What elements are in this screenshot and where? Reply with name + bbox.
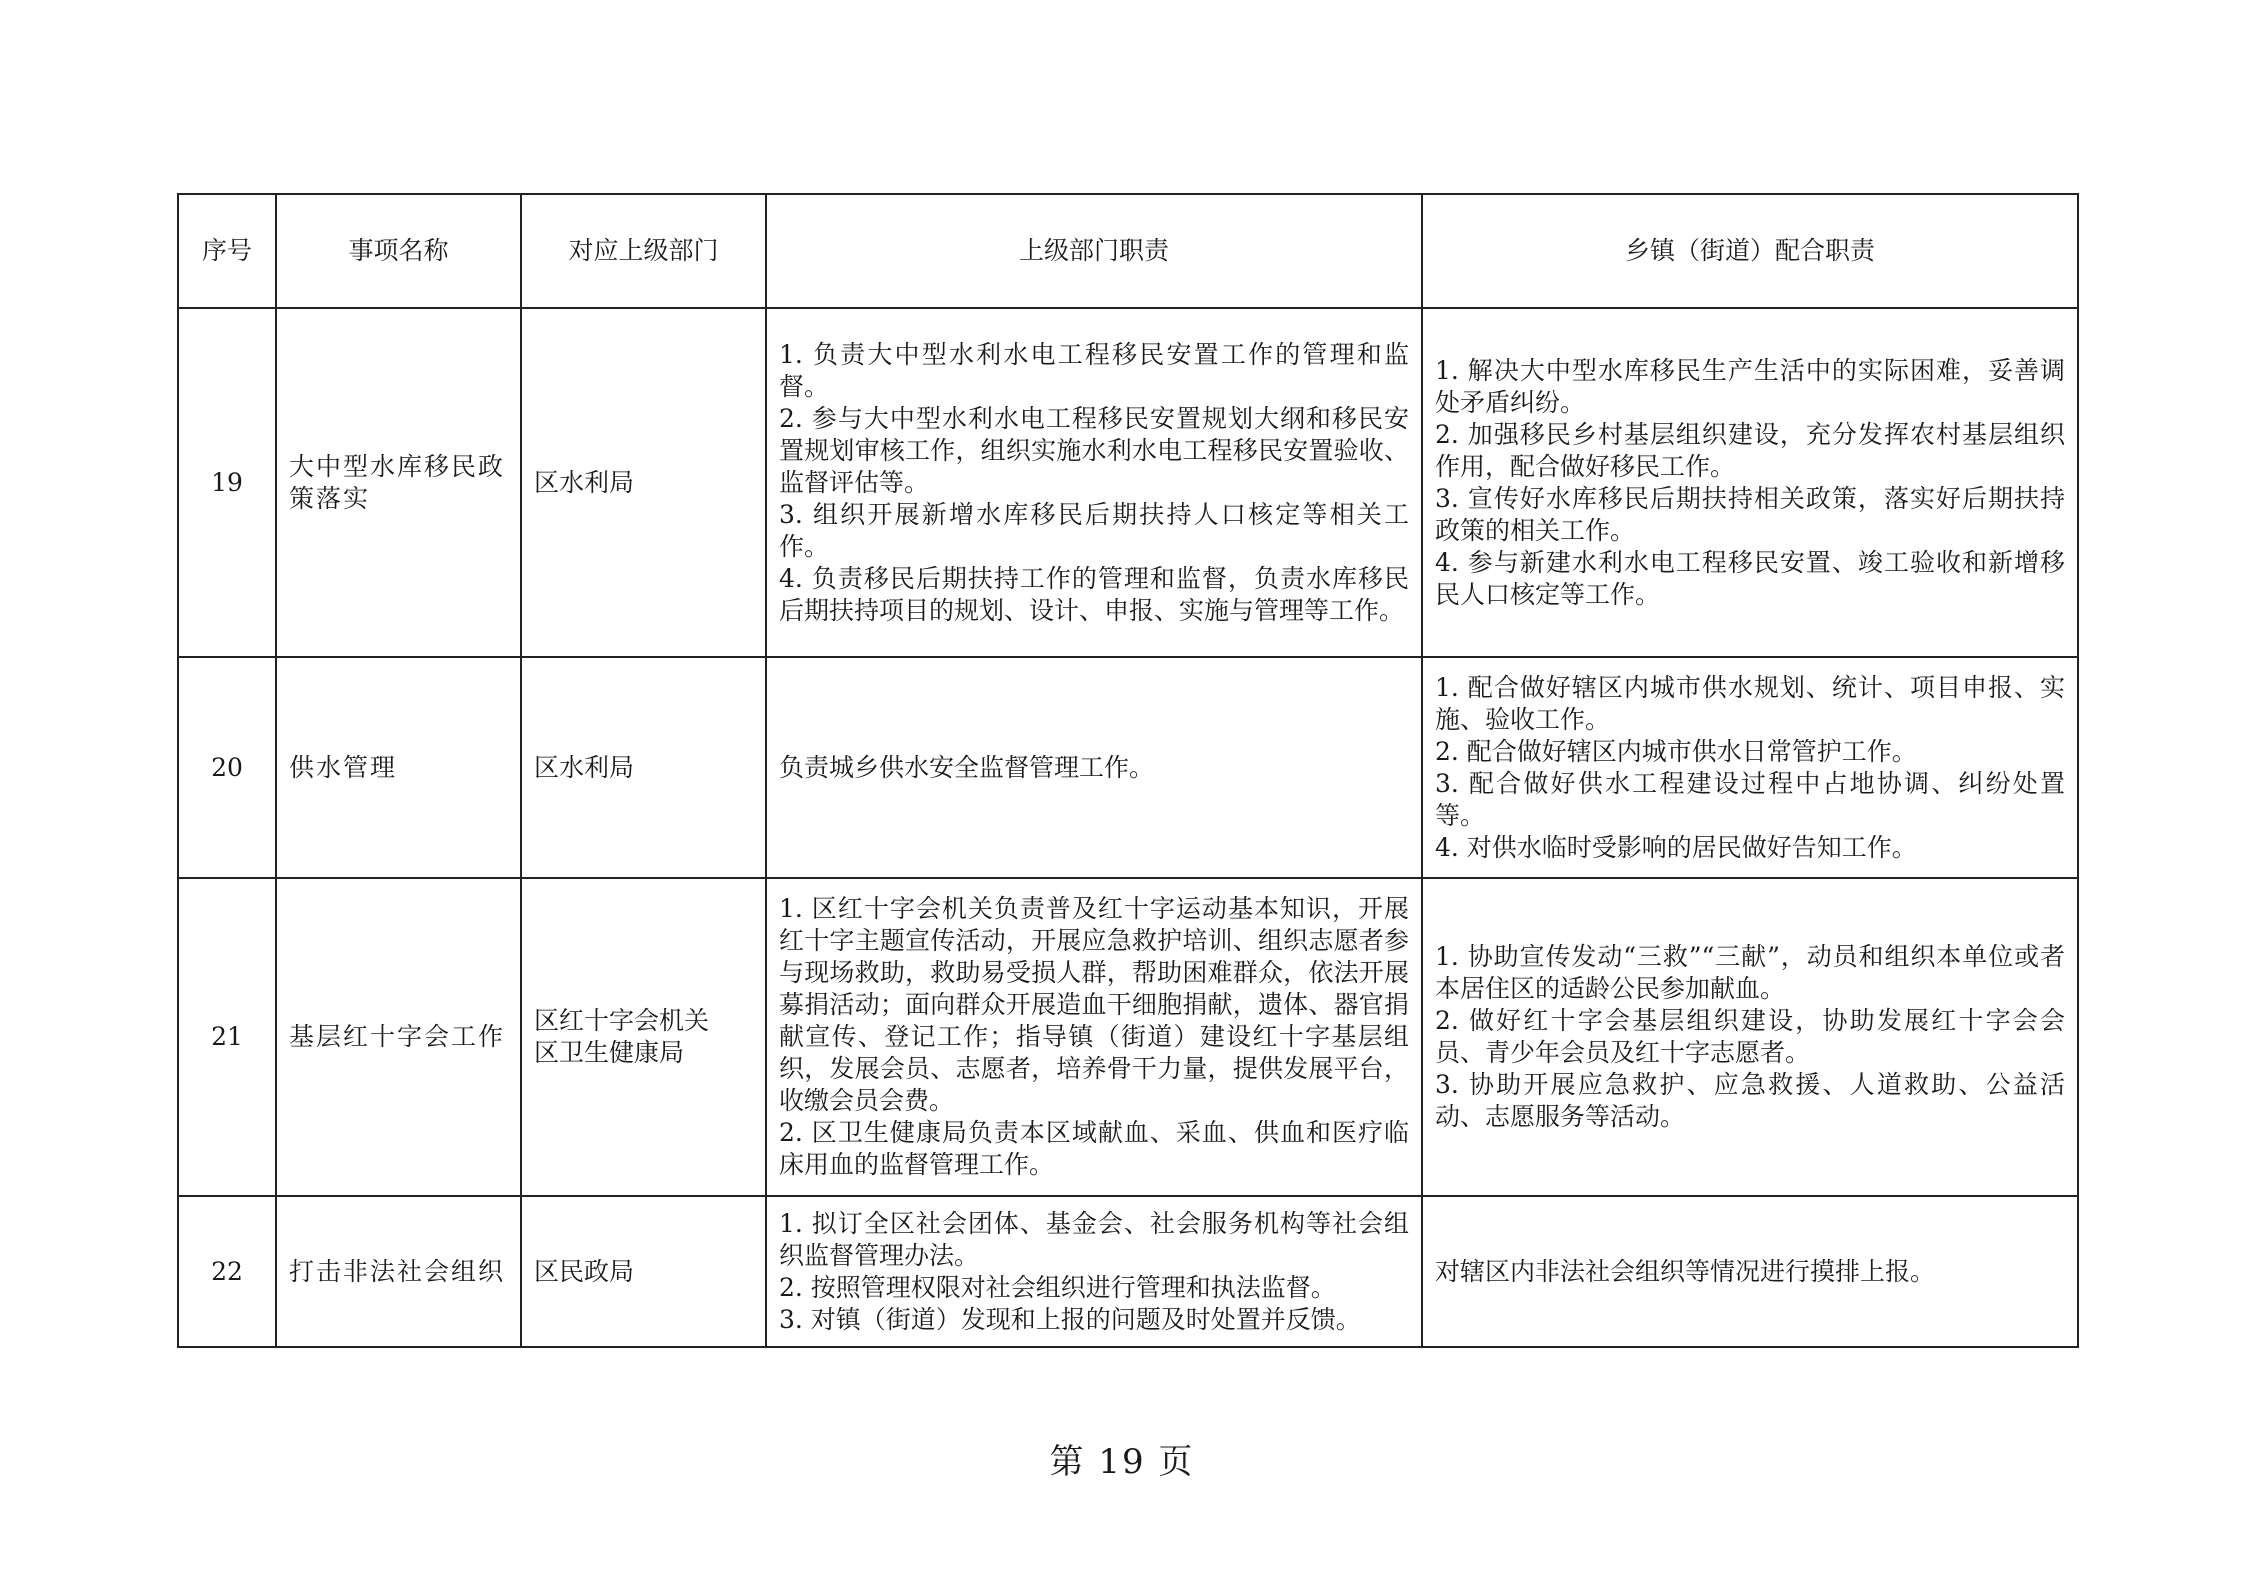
department-line: 区红十字会机关 bbox=[534, 1006, 710, 1035]
department-cell bbox=[521, 657, 766, 878]
town-duty-cell bbox=[1422, 878, 2078, 1196]
header-item-name: 事项名称 bbox=[276, 194, 521, 308]
header-town-duty: 乡镇（街道）配合职责 bbox=[1422, 194, 2078, 308]
row-number: 22 bbox=[178, 1196, 276, 1347]
page-number: 第 19 页 bbox=[1049, 1442, 1195, 1482]
table-row bbox=[178, 657, 2078, 878]
duty-line: 2. 加强移民乡村基层组织建设，充分发挥农村基层组织作用，配合做好移民工作。 bbox=[1435, 419, 2065, 481]
department-line: 区水利局 bbox=[534, 467, 635, 497]
department-cell bbox=[521, 1196, 766, 1347]
duty-line: 1. 负责大中型水利水电工程移民安置工作的管理和监督。 bbox=[779, 339, 1409, 401]
item-name: 打击非法社会组织 bbox=[276, 1196, 521, 1347]
header-row bbox=[178, 194, 2078, 308]
row-number: 19 bbox=[178, 308, 276, 657]
upper-duty-cell bbox=[766, 1196, 1422, 1347]
row-number: 21 bbox=[178, 878, 276, 1196]
duty-line: 3. 对镇（街道）发现和上报的问题及时处置并反馈。 bbox=[779, 1304, 1361, 1334]
duty-line: 1. 拟订全区社会团体、基金会、社会服务机构等社会组织监督管理办法。 bbox=[779, 1208, 1409, 1270]
duty-line: 3. 协助开展应急救护、应急救援、人道救助、公益活动、志愿服务等活动。 bbox=[1435, 1070, 2065, 1131]
duty-line: 4. 负责移民后期扶持工作的管理和监督，负责水库移民后期扶持项目的规划、设计、申报、实施与管理等工作。 bbox=[779, 563, 1409, 625]
department-cell bbox=[521, 308, 766, 657]
header-department: 对应上级部门 bbox=[521, 194, 766, 308]
upper-duty-cell bbox=[766, 878, 1422, 1196]
upper-duty-cell bbox=[766, 657, 1422, 878]
duty-line: 2. 区卫生健康局负责本区域献血、采血、供血和医疗临床用血的监督管理工作。 bbox=[779, 1118, 1409, 1179]
department-cell bbox=[521, 878, 766, 1196]
duty-line: 对辖区内非法社会组织等情况进行摸排上报。 bbox=[1435, 1256, 1936, 1286]
duty-line: 1. 配合做好辖区内城市供水规划、统计、项目申报、实施、验收工作。 bbox=[1435, 672, 2065, 734]
table-row bbox=[178, 1196, 2078, 1347]
row-number: 20 bbox=[178, 657, 276, 878]
duty-line: 3. 配合做好供水工程建设过程中占地协调、纠纷处置等。 bbox=[1435, 768, 2065, 830]
town-duty-cell bbox=[1422, 308, 2078, 657]
duty-line: 2. 参与大中型水利水电工程移民安置规划大纲和移民安置规划审核工作，组织实施水利水电工程移民安置验收、监督评估等。 bbox=[779, 403, 1409, 497]
duty-line: 2. 按照管理权限对社会组织进行管理和执法监督。 bbox=[779, 1272, 1336, 1302]
town-duty-cell bbox=[1422, 657, 2078, 878]
duty-line: 4. 参与新建水利水电工程移民安置、竣工验收和新增移民人口核定等工作。 bbox=[1435, 547, 2065, 609]
table-row bbox=[178, 308, 2078, 657]
duty-line: 2. 配合做好辖区内城市供水日常管护工作。 bbox=[1435, 736, 1917, 766]
item-name: 大中型水库移民政策落实 bbox=[276, 308, 521, 657]
item-name: 供水管理 bbox=[276, 657, 521, 878]
department-line: 区民政局 bbox=[534, 1256, 635, 1286]
duty-line: 3. 组织开展新增水库移民后期扶持人口核定等相关工作。 bbox=[779, 499, 1409, 561]
town-duty-cell bbox=[1422, 1196, 2078, 1347]
header-no: 序号 bbox=[178, 194, 276, 308]
duty-line: 4. 对供水临时受影响的居民做好告知工作。 bbox=[1435, 832, 1917, 862]
duty-line: 1. 区红十字会机关负责普及红十字运动基本知识，开展红十字主题宣传活动，开展应急救护培训、组织志愿者参与现场救助，救助易受损人群，帮助困难群众，依法开展募捐活动；面向群众开展造血干细胞捐献，遗体、器官捐献宣传、登记工作；指导镇（街道）建设红十字基层组织，发展会员、志愿者，培养骨干力量，提供发展平台，收缴会员会费。 bbox=[779, 894, 1409, 1115]
department-line: 区水利局 bbox=[534, 752, 635, 782]
duty-table bbox=[177, 193, 2079, 1348]
duty-line: 负责城乡供水安全监督管理工作。 bbox=[779, 752, 1155, 782]
table-row bbox=[178, 878, 2078, 1196]
item-name: 基层红十字会工作 bbox=[276, 878, 521, 1196]
department-line: 区卫生健康局 bbox=[534, 1038, 685, 1067]
duty-line: 3. 宣传好水库移民后期扶持相关政策，落实好后期扶持政策的相关工作。 bbox=[1435, 483, 2065, 545]
duty-line: 1. 解决大中型水库移民生产生活中的实际困难，妥善调处矛盾纠纷。 bbox=[1435, 355, 2065, 417]
duty-line: 1. 协助宣传发动“三救”“三献”，动员和组织本单位或者本居住区的适龄公民参加献血。 bbox=[1435, 942, 2065, 1003]
header-upper-duty: 上级部门职责 bbox=[766, 194, 1422, 308]
duty-line: 2. 做好红十字会基层组织建设，协助发展红十字会会员、青少年会员及红十字志愿者。 bbox=[1435, 1006, 2065, 1067]
upper-duty-cell bbox=[766, 308, 1422, 657]
